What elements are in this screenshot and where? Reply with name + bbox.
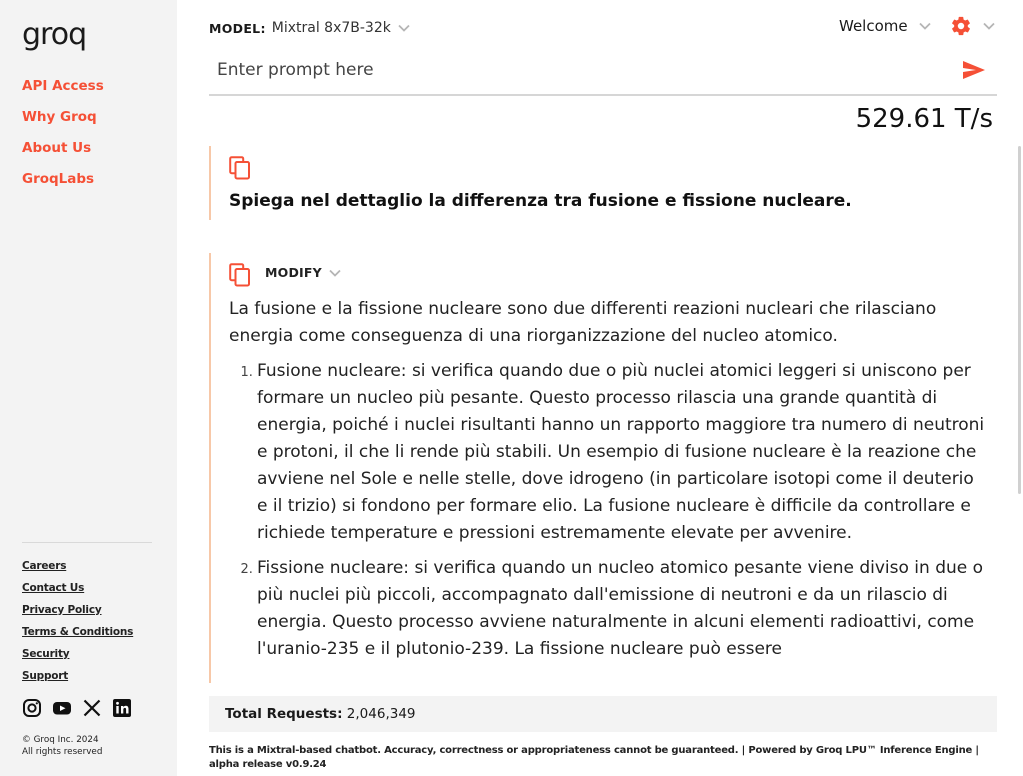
list-item: 2. Fissione nucleare: si verifica quando un nucleo atomico pesante viene diviso in due o più nuclei più piccoli, accompagnato dall'emissione di neutroni e da un rilascio di energia. Questo processo avviene naturalmente in alcuni elementi radioattivi, come l'uranio-235 e il plutonio-239. La fissione nucleare può essere — [257, 555, 989, 663]
assistant-intro: La fusione e la fissione nucleare sono due differenti reazioni nucleari che rilasciano energia come conseguenza di una riorganizzazione del nucleo atomico. — [229, 299, 937, 346]
instagram-icon[interactable] — [22, 698, 42, 718]
copy-icon[interactable] — [229, 263, 251, 287]
welcome-label[interactable]: Welcome — [839, 17, 908, 35]
sidebar — [0, 0, 177, 776]
nav-groqlabs[interactable]: GroqLabs — [22, 171, 95, 187]
link-privacy-policy[interactable]: Privacy Policy — [22, 604, 102, 616]
total-requests-label: Total Requests: — [225, 706, 343, 722]
sidebar-divider — [22, 542, 152, 543]
nav-api-access[interactable]: API Access — [22, 78, 104, 94]
copyright — [22, 734, 102, 758]
copyright-line1: © Groq Inc. 2024 — [22, 735, 99, 745]
assistant-list — [229, 358, 989, 663]
model-value[interactable]: Mixtral 8x7B-32k — [271, 20, 391, 36]
settings-menu[interactable] — [950, 15, 996, 37]
sidebar-nav — [22, 78, 104, 202]
welcome-menu[interactable] — [839, 17, 932, 35]
disclaimer: This is a Mixtral-based chatbot. Accuracy, correctness or appropriateness cannot be guaranteed. | Powered by Groq LPU™ Inference Engine | alpha release v0.9.24 — [209, 745, 979, 770]
prompt-bar — [209, 48, 997, 96]
assistant-message — [209, 253, 997, 683]
send-icon[interactable] — [961, 59, 987, 81]
link-contact-us[interactable]: Contact Us — [22, 582, 85, 594]
list-item: 1. Fusione nucleare: si verifica quando due o più nuclei atomici leggeri si uniscono per formare un nucleo più pesante. Questo processo rilascia una grande quantità di energia, poiché i nuclei risultanti hanno un rapporto maggiore tra numero di neutroni e protoni, il che li rende più stabili. Un esempio di fusione nucleare è la reazione che avviene nel Sole e nelle stelle, dove idrogeno (in particolare isotopi come il deuterio e il trizio) si fondono per formare elio. La fusione nucleare è difficile da controllare e richiede temperature e pressioni estremamente elevate per avvenire. — [257, 358, 989, 547]
chevron-down-icon[interactable] — [982, 19, 996, 33]
link-careers[interactable]: Careers — [22, 560, 67, 572]
user-message-text: Spiega nel dettaglio la differenza tra fusione e fissione nucleare. — [229, 191, 852, 211]
user-message — [209, 146, 997, 220]
scrollbar[interactable] — [1018, 146, 1021, 494]
stats-bar — [209, 696, 997, 732]
x-icon[interactable] — [82, 698, 102, 718]
chevron-down-icon[interactable] — [918, 19, 932, 33]
modify-label[interactable]: MODIFY — [265, 265, 322, 280]
nav-why-groq[interactable]: Why Groq — [22, 109, 97, 125]
prompt-input[interactable] — [217, 56, 947, 84]
model-label: MODEL: — [209, 20, 266, 36]
chevron-down-icon[interactable] — [397, 21, 411, 35]
total-requests-value: 2,046,349 — [346, 706, 416, 722]
groq-logo[interactable] — [22, 20, 106, 56]
link-security[interactable]: Security — [22, 648, 70, 660]
modify-dropdown[interactable] — [265, 265, 342, 280]
model-selector[interactable] — [209, 18, 411, 38]
svg-text:groq: groq — [22, 20, 87, 52]
link-support[interactable]: Support — [22, 670, 69, 682]
gear-icon[interactable] — [950, 15, 972, 37]
linkedin-icon[interactable] — [112, 698, 132, 718]
copyright-line2: All rights reserved — [22, 747, 103, 757]
youtube-icon[interactable] — [52, 698, 72, 718]
footer-links — [22, 559, 133, 691]
nav-about-us[interactable]: About Us — [22, 140, 92, 156]
chevron-down-icon[interactable] — [328, 266, 342, 280]
tokens-per-second: 529.61 T/s — [855, 104, 993, 134]
copy-icon[interactable] — [229, 156, 251, 180]
social-icons — [22, 698, 132, 718]
assistant-message-body — [229, 296, 989, 671]
link-terms[interactable]: Terms & Conditions — [22, 626, 134, 638]
